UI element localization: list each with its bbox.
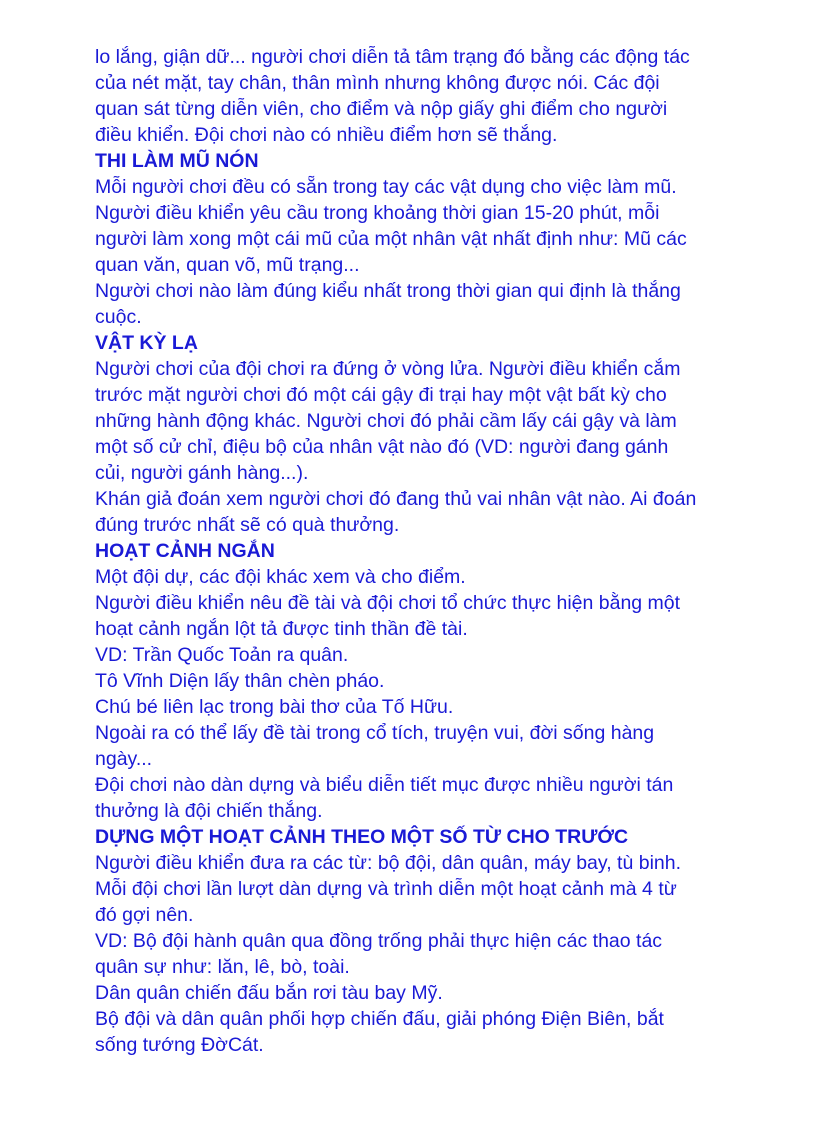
body-line: trước mặt người chơi đó một cái gậy đi trại hay một vật bất kỳ cho	[95, 384, 667, 406]
body-line: VD: Trần Quốc Toản ra quân.	[95, 644, 349, 666]
body-line: Khán giả đoán xem người chơi đó đang thủ vai nhân vật nào. Ai đoán	[95, 488, 697, 510]
body-line: Bộ đội và dân quân phối hợp chiến đấu, giải phóng Điện Biên, bắt	[95, 1008, 664, 1030]
body-line: thưởng là đội chiến thắng.	[95, 800, 323, 822]
body-line: Người điều khiển yêu cầu trong khoảng thời gian 15-20 phút, mỗi	[95, 202, 660, 224]
body-line: đó gợi nên.	[95, 904, 194, 926]
body-line: Người chơi nào làm đúng kiểu nhất trong thời gian qui định là thắng	[95, 280, 681, 302]
body-line: Đội chơi nào dàn dựng và biểu diễn tiết mục được nhiều người tán	[95, 774, 674, 796]
body-line: Người chơi của đội chơi ra đứng ở vòng lửa. Người điều khiển cắm	[95, 358, 681, 380]
section-heading-hoat-canh-ngan: HOẠT CẢNH NGẮN	[95, 540, 275, 562]
body-line: Mỗi đội chơi lần lượt dàn dựng và trình diễn một hoạt cảnh mà 4 từ	[95, 878, 677, 900]
body-line: của nét mặt, tay chân, thân mình nhưng không được nói. Các đội	[95, 72, 660, 94]
body-line: cuộc.	[95, 306, 142, 328]
body-line: Người điều khiển nêu đề tài và đội chơi tổ chức thực hiện bằng một	[95, 592, 681, 614]
section-heading-thi-lam-mu-non: THI LÀM MŨ NÓN	[95, 150, 259, 172]
section-heading-vat-ky-la: VẬT KỲ LẠ	[95, 332, 198, 354]
body-line: sống tướng ĐờCát.	[95, 1034, 264, 1056]
body-line: điều khiển. Đội chơi nào có nhiều điểm hơn sẽ thắng.	[95, 124, 558, 146]
body-line: quân sự như: lăn, lê, bò, toài.	[95, 956, 350, 978]
body-line: một số cử chỉ, điệu bộ của nhân vật nào đó (VD: người đang gánh	[95, 436, 669, 458]
document-body	[95, 44, 775, 1058]
body-line: VD: Bộ đội hành quân qua đồng trống phải thực hiện các thao tác	[95, 930, 663, 952]
body-line: lo lắng, giận dữ... người chơi diễn tả tâm trạng đó bằng các động tác	[95, 46, 690, 68]
section-heading-dung-mot-hoat-canh: DỰNG MỘT HOẠT CẢNH THEO MỘT SỐ TỪ CHO TRƯỚC	[95, 826, 629, 848]
body-line: củi, người gánh hàng...).	[95, 462, 309, 484]
body-line: người làm xong một cái mũ của một nhân vật nhất định như: Mũ các	[95, 228, 687, 250]
body-line: Một đội dự, các đội khác xem và cho điểm.	[95, 566, 466, 588]
body-line: Chú bé liên lạc trong bài thơ của Tố Hữu.	[95, 696, 454, 718]
body-line: Người điều khiển đưa ra các từ: bộ đội, dân quân, máy bay, tù binh.	[95, 852, 682, 874]
body-line: Mỗi người chơi đều có sẵn trong tay các vật dụng cho việc làm mũ.	[95, 176, 677, 198]
body-line: ngày...	[95, 748, 153, 770]
body-line: quan văn, quan võ, mũ trạng...	[95, 254, 360, 276]
body-line: Dân quân chiến đấu bắn rơi tàu bay Mỹ.	[95, 982, 443, 1004]
body-line: Ngoài ra có thể lấy đề tài trong cổ tích, truyện vui, đời sống hàng	[95, 722, 655, 744]
body-line: đúng trước nhất sẽ có quà thưởng.	[95, 514, 400, 536]
body-line: hoạt cảnh ngắn lột tả được tinh thần đề tài.	[95, 618, 468, 640]
body-line: những hành động khác. Người chơi đó phải cầm lấy cái gậy và làm	[95, 410, 677, 432]
body-line: Tô Vĩnh Diện lấy thân chèn pháo.	[95, 670, 385, 692]
body-line: quan sát từng diễn viên, cho điểm và nộp giấy ghi điểm cho người	[95, 98, 668, 120]
